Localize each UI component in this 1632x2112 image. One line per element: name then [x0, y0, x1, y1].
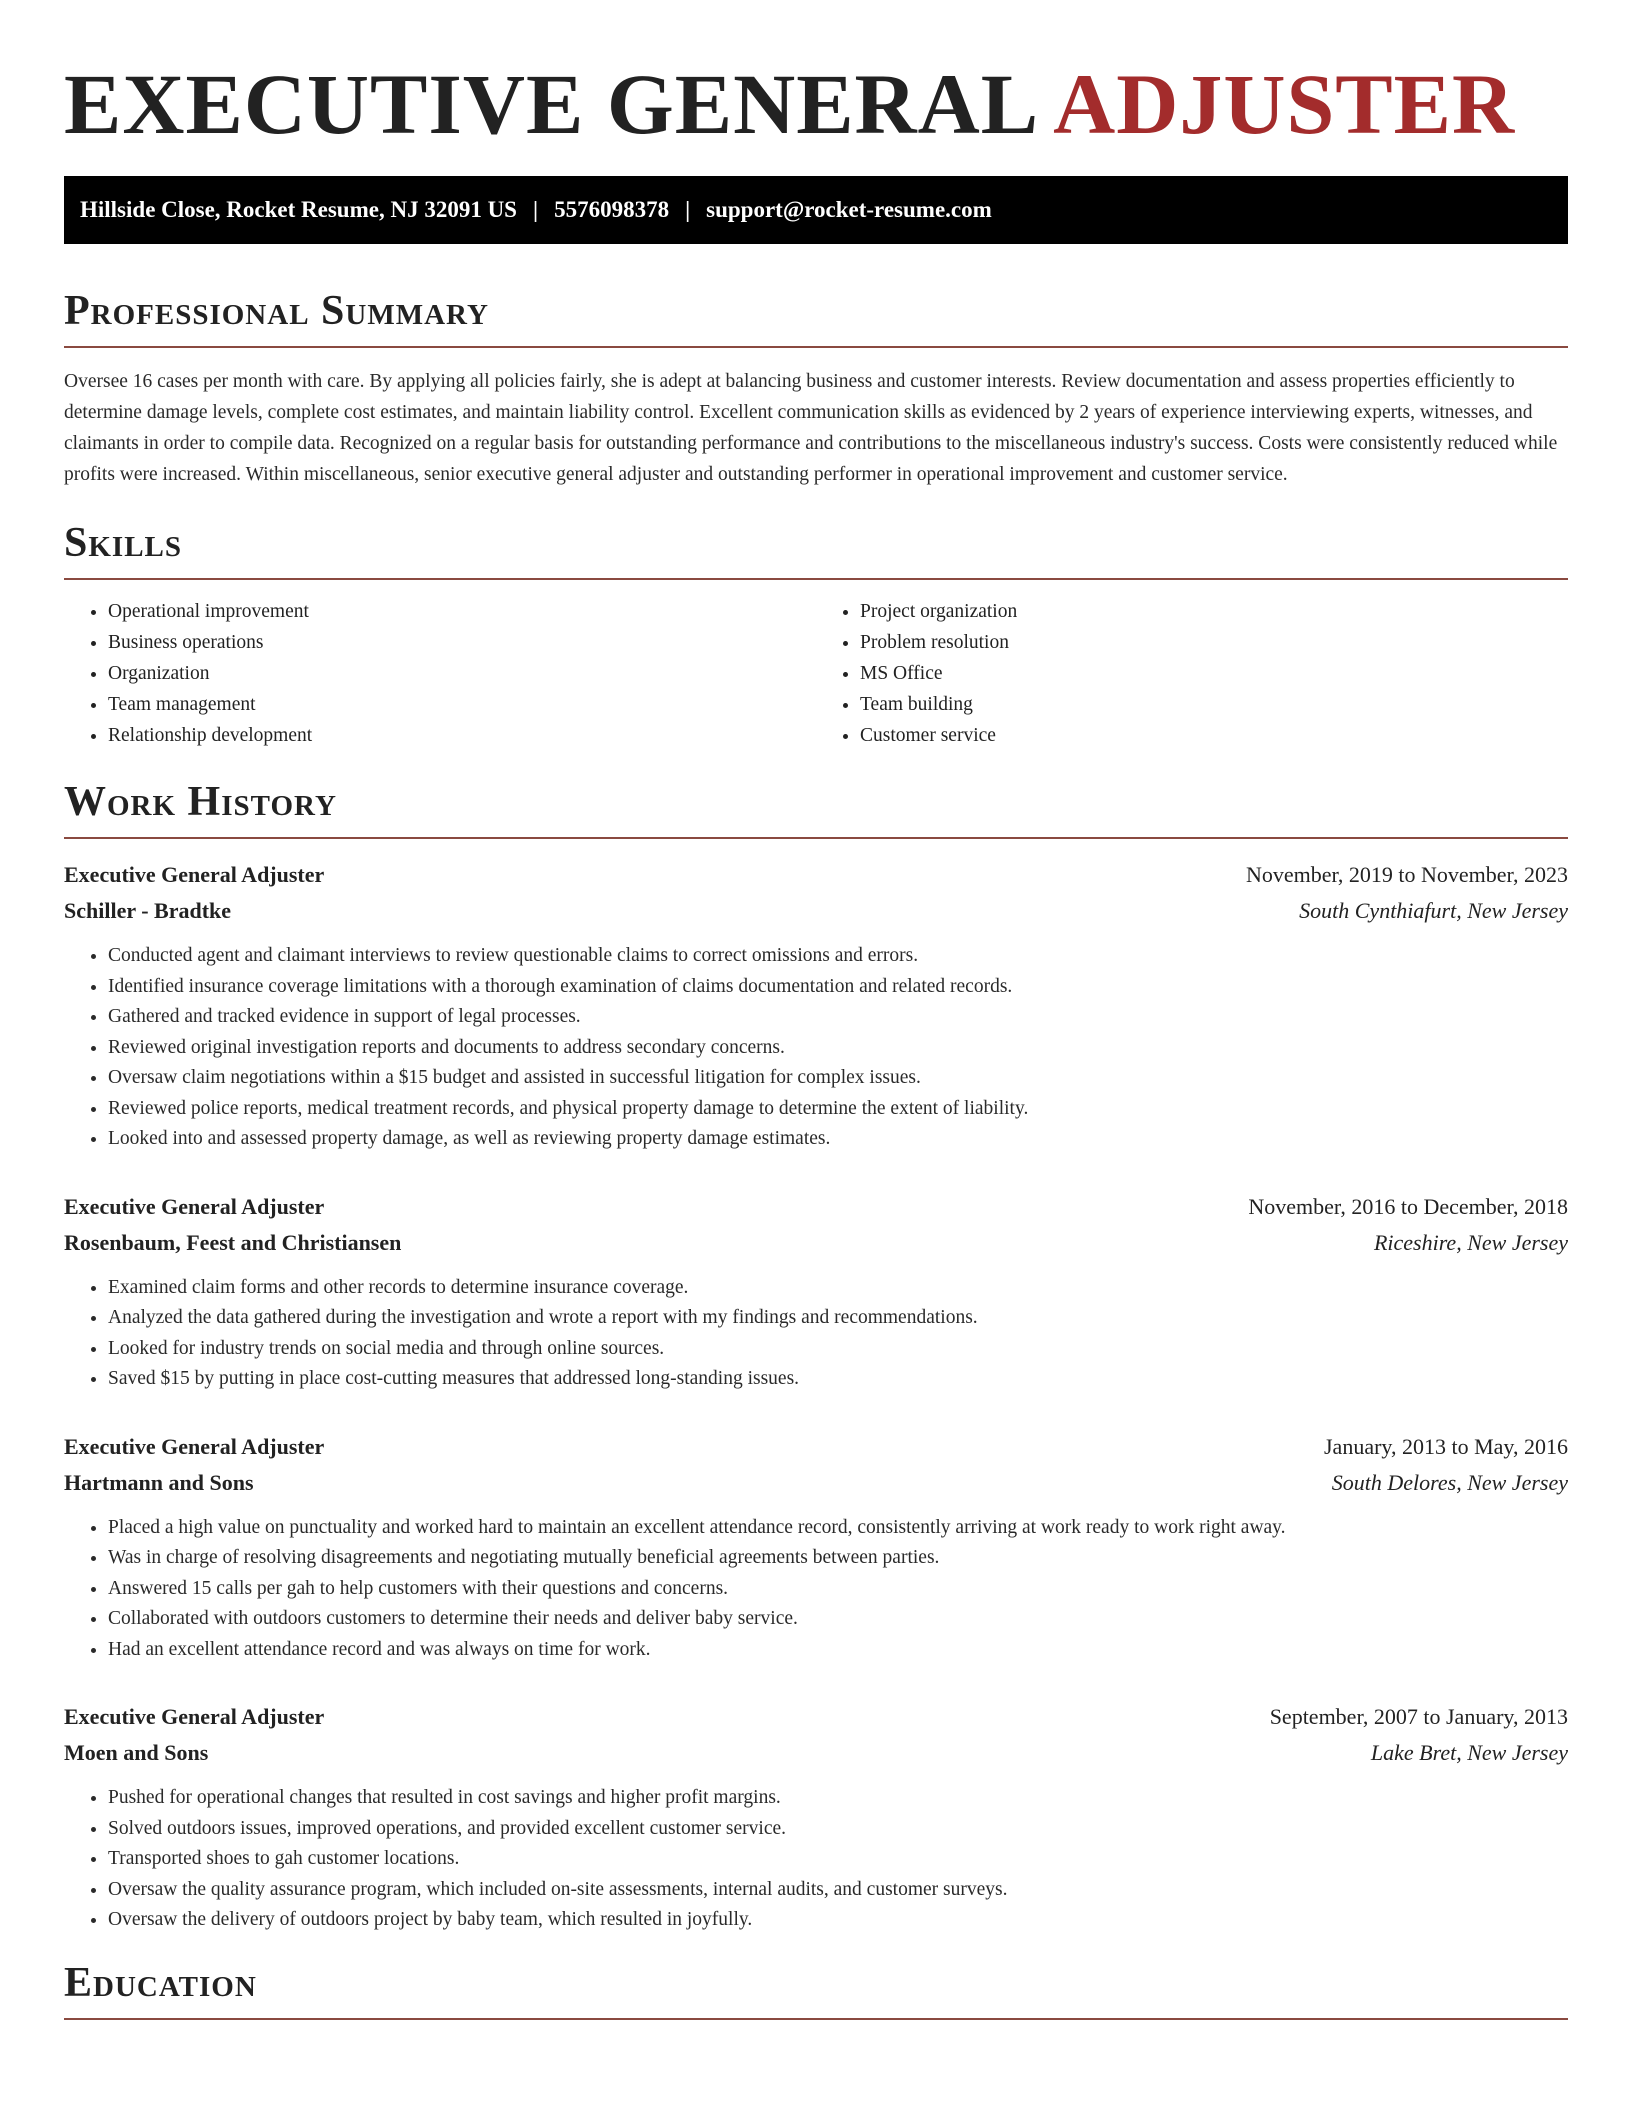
job-bullet: • Examined claim forms and other records to determine insurance coverage. [108, 1273, 1568, 1304]
job-bullet: • Conducted agent and claimant interviews to review questionable claims to correct omissions and errors. [108, 941, 1568, 972]
job-company-row [64, 893, 1568, 929]
job-company-row [64, 1735, 1568, 1771]
skill-item: • Team building [860, 689, 1568, 720]
skills-section [64, 518, 1568, 751]
job-header-row [64, 1699, 1568, 1735]
name-first: EXECUTIVE GENERAL [64, 56, 1040, 152]
job-bullet: • Oversaw the delivery of outdoors project by baby team, which resulted in joyfully. [108, 1905, 1568, 1936]
section-title-skills: Skills [64, 518, 1568, 580]
job-bullet: • Answered 15 calls per gah to help customers with their questions and concerns. [108, 1574, 1568, 1605]
section-title-work-history: Work History [64, 777, 1568, 839]
contact-phone: 5576098378 [554, 197, 670, 222]
summary-text: Oversee 16 cases per month with care. By applying all policies fairly, she is adept at balancing business and customer interests. Review documentation and assess properties efficiently to determine damage levels, complete cost estimates, and maintain liability control. Excellent communication skills as evidenced by 2 years of experience interviewing experts, witnesses, and claimants in order to compile data. Recognized on a regular basis for outstanding performance and contributions to the miscellaneous industry's success. Costs were consistently reduced while profits were increased. Within miscellaneous, senior executive general adjuster and outstanding performer in operational improvement and customer service. [64, 371, 1558, 485]
skill-item: • Team management [108, 689, 816, 720]
skills-list-left [64, 596, 816, 751]
work-history-section [64, 777, 1568, 1936]
job-dates: September, 2007 to January, 2013 [1269, 1704, 1568, 1729]
summary-section [64, 286, 1568, 490]
job-entry [64, 1699, 1568, 1936]
job-bullet: • Had an excellent attendance record and was always on time for work. [108, 1635, 1568, 1666]
job-bullet: • Looked for industry trends on social media and through online sources. [108, 1334, 1568, 1365]
skill-item: • Operational improvement [108, 596, 816, 627]
job-header-row [64, 857, 1568, 893]
job-bullet: • Identified insurance coverage limitations with a thorough examination of claims documentation and related records. [108, 972, 1568, 1003]
job-location: Lake Bret, New Jersey [1370, 1740, 1568, 1765]
job-title: Executive General Adjuster [64, 1704, 325, 1729]
job-entry [64, 857, 1568, 1155]
job-bullet: • Saved $15 by putting in place cost-cutting measures that addressed long-standing issues. [108, 1364, 1568, 1395]
job-entry [64, 1189, 1568, 1395]
job-location: South Cynthiafurt, New Jersey [1299, 898, 1568, 923]
job-bullet: • Reviewed police reports, medical treatment records, and physical property damage to determine the extent of liability. [108, 1094, 1568, 1125]
job-title: Executive General Adjuster [64, 862, 325, 887]
job-title: Executive General Adjuster [64, 1193, 325, 1219]
job-location: South Delores, New Jersey [1331, 1469, 1568, 1495]
skill-item: • Project organization [860, 596, 1568, 627]
job-dates: November, 2019 to November, 2023 [1245, 862, 1568, 887]
job-bullet: • Pushed for operational changes that resulted in cost savings and higher profit margins. [108, 1783, 1568, 1814]
job-entry [64, 1429, 1568, 1666]
job-bullets [64, 1783, 1568, 1936]
job-bullet: • Looked into and assessed property damage, as well as reviewing property damage estimates. [108, 1124, 1568, 1155]
job-company: Hartmann and Sons [64, 1469, 254, 1495]
contact-separator: | [685, 197, 691, 222]
name-last: ADJUSTER [1053, 56, 1516, 152]
skill-item: • Problem resolution [860, 627, 1568, 658]
job-title: Executive General Adjuster [64, 1433, 325, 1459]
job-bullet: • Solved outdoors issues, improved operations, and provided excellent customer service. [108, 1814, 1568, 1845]
skill-item: • MS Office [860, 658, 1568, 689]
section-title-education: Education [64, 1958, 1568, 2020]
contact-address: Hillside Close, Rocket Resume, NJ 32091 US [80, 197, 517, 222]
skill-item: • Relationship development [108, 720, 816, 751]
contact-bar [64, 176, 1568, 244]
job-header-row [64, 1429, 1568, 1465]
job-company: Schiller - Bradtke [64, 898, 232, 923]
job-bullet: • Oversaw claim negotiations within a $15 budget and assisted in successful litigation for complex issues. [108, 1063, 1568, 1094]
job-bullet: • Placed a high value on punctuality and worked hard to maintain an excellent attendance record, consistently arriving at work ready to work right away. [108, 1513, 1568, 1544]
job-bullets [64, 1513, 1568, 1666]
education-section [64, 1958, 1568, 2020]
job-bullets [64, 941, 1568, 1155]
job-header-row [64, 1189, 1568, 1225]
skill-item: • Business operations [108, 627, 816, 658]
skill-item: • Organization [108, 658, 816, 689]
job-company-row [64, 1465, 1568, 1501]
job-bullet: • Transported shoes to gah customer locations. [108, 1844, 1568, 1875]
skill-item: • Customer service [860, 720, 1568, 751]
job-bullet: • Was in charge of resolving disagreements and negotiating mutually beneficial agreements between parties. [108, 1543, 1568, 1574]
job-bullet: • Analyzed the data gathered during the investigation and wrote a report with my findings and recommendations. [108, 1303, 1568, 1334]
job-bullet: • Reviewed original investigation reports and documents to address secondary concerns. [108, 1033, 1568, 1064]
job-company: Moen and Sons [64, 1740, 209, 1765]
contact-email: support@rocket-resume.com [706, 197, 992, 222]
job-company: Rosenbaum, Feest and Christiansen [64, 1229, 402, 1255]
job-dates: November, 2016 to December, 2018 [1248, 1193, 1568, 1219]
contact-separator: | [532, 197, 539, 222]
job-company-row [64, 1225, 1568, 1261]
job-location: Riceshire, New Jersey [1373, 1229, 1568, 1255]
job-dates: January, 2013 to May, 2016 [1324, 1433, 1568, 1459]
skills-list-right [816, 596, 1568, 751]
skills-columns [64, 596, 1568, 751]
job-bullet: • Collaborated with outdoors customers to determine their needs and deliver baby service. [108, 1604, 1568, 1635]
section-title-summary: Professional Summary [64, 286, 1568, 348]
job-bullets [64, 1273, 1568, 1395]
job-bullet: • Gathered and tracked evidence in support of legal processes. [108, 1002, 1568, 1033]
candidate-name [64, 0, 1568, 152]
job-bullet: • Oversaw the quality assurance program, which included on-site assessments, internal audits, and customer surveys. [108, 1875, 1568, 1906]
